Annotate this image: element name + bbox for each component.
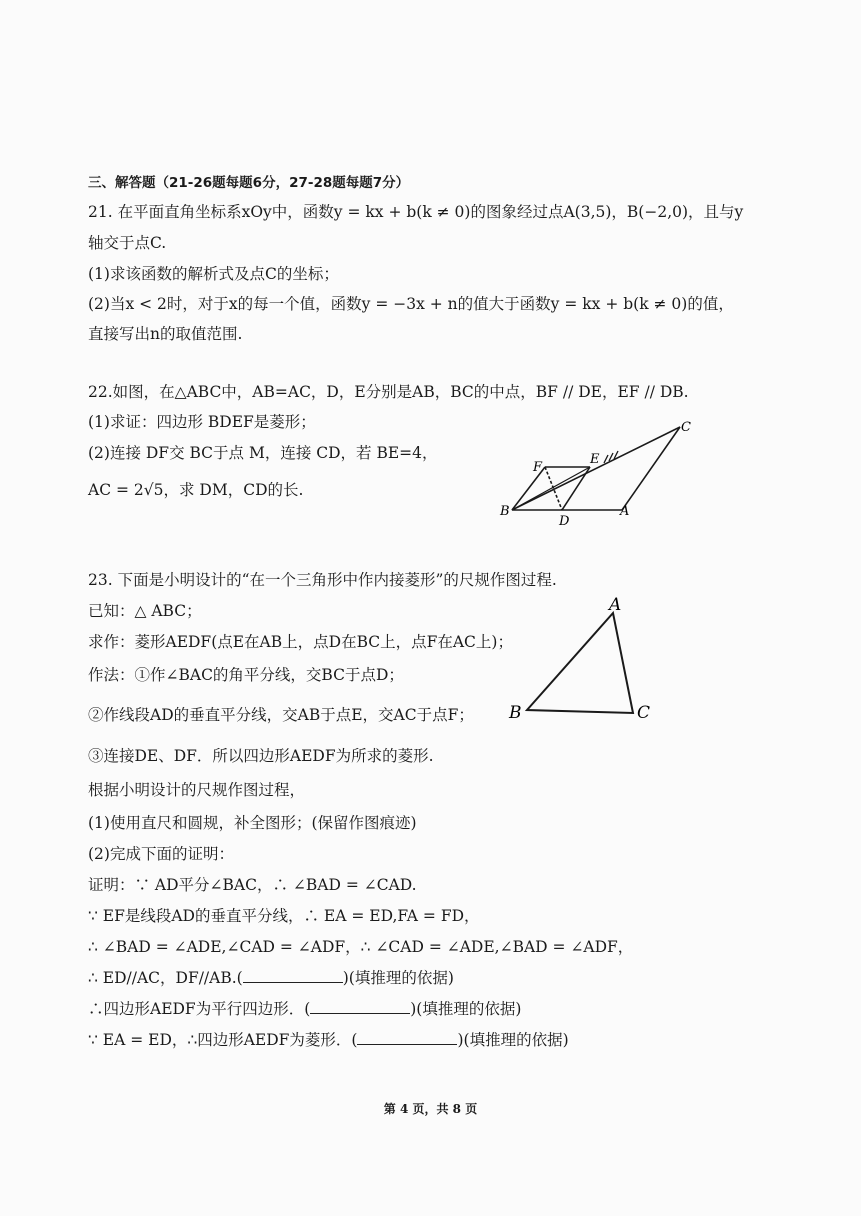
label-d: D	[559, 514, 570, 529]
label-b-23: B	[509, 703, 522, 723]
q21-stem-line1: 21. 在平面直角坐标系xOy中，函数y = kx + b(k ≠ 0)的图象经过点A(3,5)，B(−2,0)，且与y	[88, 203, 744, 221]
q22-figure	[490, 415, 710, 530]
proof-line6: ∵ EA = ED，∴四边形AEDF为菱形．( )(填推理的依据)	[88, 1031, 569, 1049]
q21-part1: (1)求该函数的解析式及点C的坐标；	[88, 265, 339, 283]
q22-stem: 22.如图，在△ABC中，AB=AC，D，E分别是AB，BC的中点，BF // DE，EF // DB.	[88, 383, 689, 401]
label-f: F	[533, 460, 543, 475]
q23-step1: 作法：①作∠BAC的角平分线，交BC于点D；	[88, 666, 404, 684]
proof-line2: ∵ EF是线段AD的垂直平分线，∴ EA = ED,FA = FD，	[88, 907, 480, 925]
fill-blank-1[interactable]	[243, 967, 343, 983]
q23-ask: 求作：菱形AEDF(点E在AB上，点D在BC上，点F在AC上)；	[88, 633, 513, 651]
segment-be	[512, 467, 590, 510]
label-c-23: C	[637, 703, 651, 723]
proof-line5: ∴四边形AEDF为平行四边形．( )(填推理的依据)	[88, 1000, 522, 1018]
q23-known: 已知：△ ABC；	[88, 602, 202, 620]
q23-intro: 根据小明设计的尺规作图过程，	[88, 781, 306, 799]
q21-part2-cont: 直接写出n的取值范围.	[88, 325, 243, 343]
label-c: C	[681, 420, 691, 435]
q21-stem-line2: 轴交于点C.	[88, 234, 167, 252]
label-b: B	[500, 504, 510, 519]
proof-line4: ∴ ED//AC，DF//AB.( )(填推理的依据)	[88, 969, 454, 987]
q23-step2: ②作线段AD的垂直平分线，交AB于点E，交AC于点F；	[88, 706, 474, 724]
q21-part2: (2)当x < 2时，对于x的每一个值，函数y = −3x + n的值大于函数y = kx + b(k ≠ 0)的值，	[88, 295, 734, 313]
q23-stem: 23. 下面是小明设计的“在一个三角形中作内接菱形”的尺规作图过程.	[88, 571, 557, 589]
segment-fd	[545, 467, 562, 510]
proof-line1: 证明：∵ AD平分∠BAC，∴ ∠BAD = ∠CAD.	[88, 876, 417, 894]
q23-part1: (1)使用直尺和圆规，补全图形；(保留作图痕迹)	[88, 814, 417, 832]
label-a: A	[620, 504, 630, 519]
q22-part2: (2)连接 DF交 BC于点 M，连接 CD，若 BE=4，	[88, 444, 438, 462]
proof-line3: ∴ ∠BAD = ∠ADE,∠CAD = ∠ADF，∴ ∠CAD = ∠ADE,∠BAD = ∠ADF，	[88, 938, 634, 956]
q23-part2: (2)完成下面的证明：	[88, 845, 234, 863]
q23-figure	[505, 592, 665, 732]
triangle-abc-23	[527, 613, 633, 713]
label-a-23: A	[609, 595, 622, 615]
fill-blank-3[interactable]	[357, 1029, 457, 1045]
q22-part2-cont: AC = 2√5，求 DM，CD的长.	[88, 481, 304, 499]
page-footer: 第 4 页，共 8 页	[383, 1102, 478, 1116]
q22-part1: (1)求证：四边形 BDEF是菱形；	[88, 413, 316, 431]
section-title: 三、解答题（21-26题每题6分，27-28题每题7分）	[88, 175, 410, 191]
label-e: E	[590, 452, 600, 467]
segment-ed	[562, 467, 590, 510]
fill-blank-2[interactable]	[310, 998, 410, 1014]
q23-step3: ③连接DE、DF．所以四边形AEDF为所求的菱形.	[88, 747, 434, 765]
